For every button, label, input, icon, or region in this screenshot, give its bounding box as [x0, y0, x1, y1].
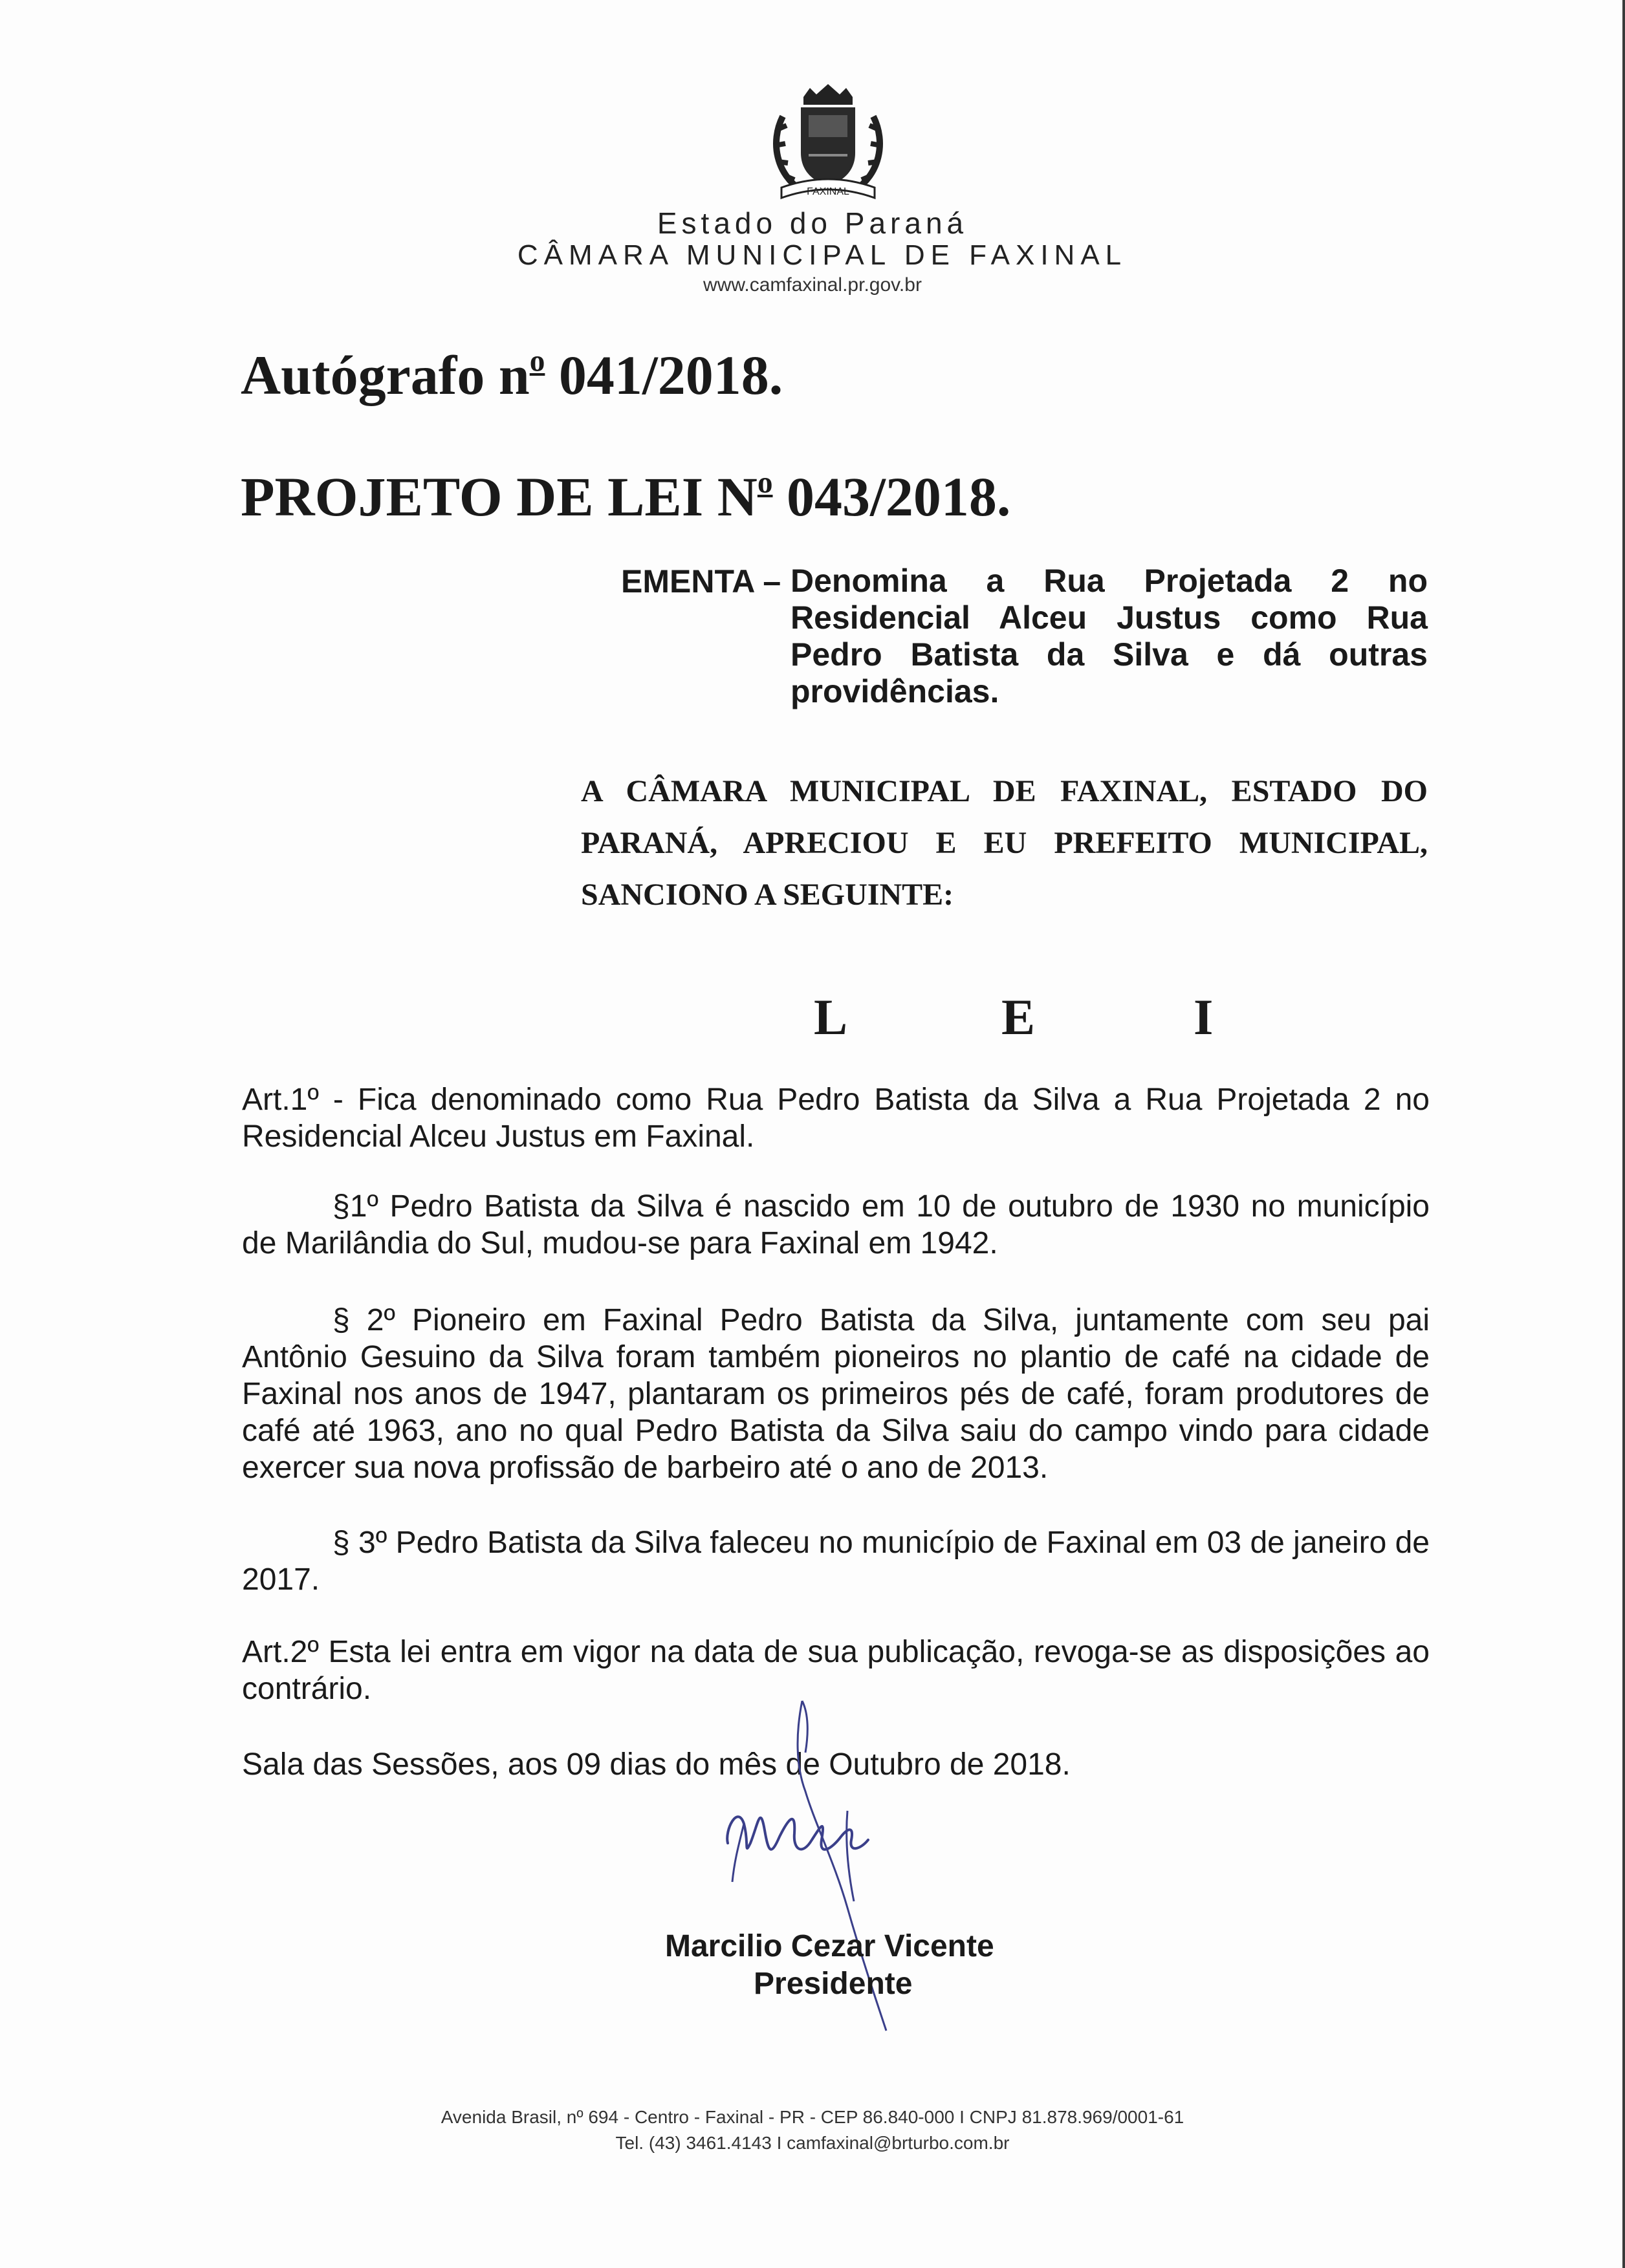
preamble: A CÂMARA MUNICIPAL DE FAXINAL, ESTADO DO PARANÁ, APRECIOU E EU PREFEITO MUNICIPAL, SANCIONO A SEGUINTE: — [581, 774, 1428, 912]
lei-letter-l: L — [814, 989, 848, 1045]
letterhead-chamber: CÂMARA MUNICIPAL DE FAXINAL — [517, 239, 1128, 271]
signatory-name: Marcilio Cezar Vicente — [665, 1929, 994, 1963]
signatory-title: Presidente — [754, 1967, 913, 2001]
autografo-title: Autógrafo $n^o$ 041/2018. — [241, 344, 783, 406]
closing-line: Sala das Sessões, aos 09 dias do mês de Outubro de 2018. — [242, 1747, 1071, 1782]
coat-of-arms-icon — [763, 78, 893, 207]
article-2: Art.2º Esta lei entra em vigor na data de sua publicação, revoga-se as disposições ao contrário. — [242, 1635, 1430, 1706]
paragraph-1: §1º Pedro Batista da Silva é nascido em 10 de outubro de 1930 no município de Marilândia do Sul, mudou-se para Faxinal em 1942. — [242, 1189, 1430, 1260]
lei-letter-i: I — [1194, 989, 1214, 1045]
lei-letter-e: E — [1001, 989, 1036, 1045]
letterhead-website: www.camfaxinal.pr.gov.br — [703, 274, 922, 296]
letterhead-state: Estado do Paraná — [657, 206, 968, 240]
paragraph-3: § 3º Pedro Batista da Silva faleceu no município de Faxinal em 03 de janeiro de 2017. — [242, 1526, 1430, 1597]
projeto-title: PROJETO DE LEI $N^o$ 043/2018. — [241, 466, 1011, 528]
paragraph-2: § 2º Pioneiro em Faxinal Pedro Batista da Silva, juntamente com seu pai Antônio Gesuino da Silva foram também pioneiros no plantio de café na cidade de Faxinal nos anos de 1947, plantaram os primeiros pés de café, foram produtores de café até 1963, ano no qual Pedro Batista da Silva saiu do campo vindo para cidade exercer sua nova profissão de barbeiro até o ano de 2013. — [242, 1303, 1430, 1485]
footer-contact: Tel. (43) 3461.4143 I camfaxinal@brturbo.com.br — [615, 2133, 1010, 2153]
footer-address: Avenida Brasil, nº 694 - Centro - Faxinal - PR - CEP 86.840-000 I CNPJ 81.878.969/0001-61 — [441, 2107, 1184, 2127]
article-1: Art.1º - Fica denominado como Rua Pedro Batista da Silva a Rua Projetada 2 no Residencial Alceu Justus em Faxinal. — [242, 1083, 1430, 1154]
scan-edge — [1622, 0, 1625, 2268]
ementa-label: EMENTA – — [621, 563, 781, 599]
crest-banner-text: FAXINAL — [807, 186, 849, 197]
ementa-text: Denomina a Rua Projetada 2 no Residencial Alceu Justus como Rua Pedro Batista da Silva e dá outras providências. — [791, 563, 1428, 709]
